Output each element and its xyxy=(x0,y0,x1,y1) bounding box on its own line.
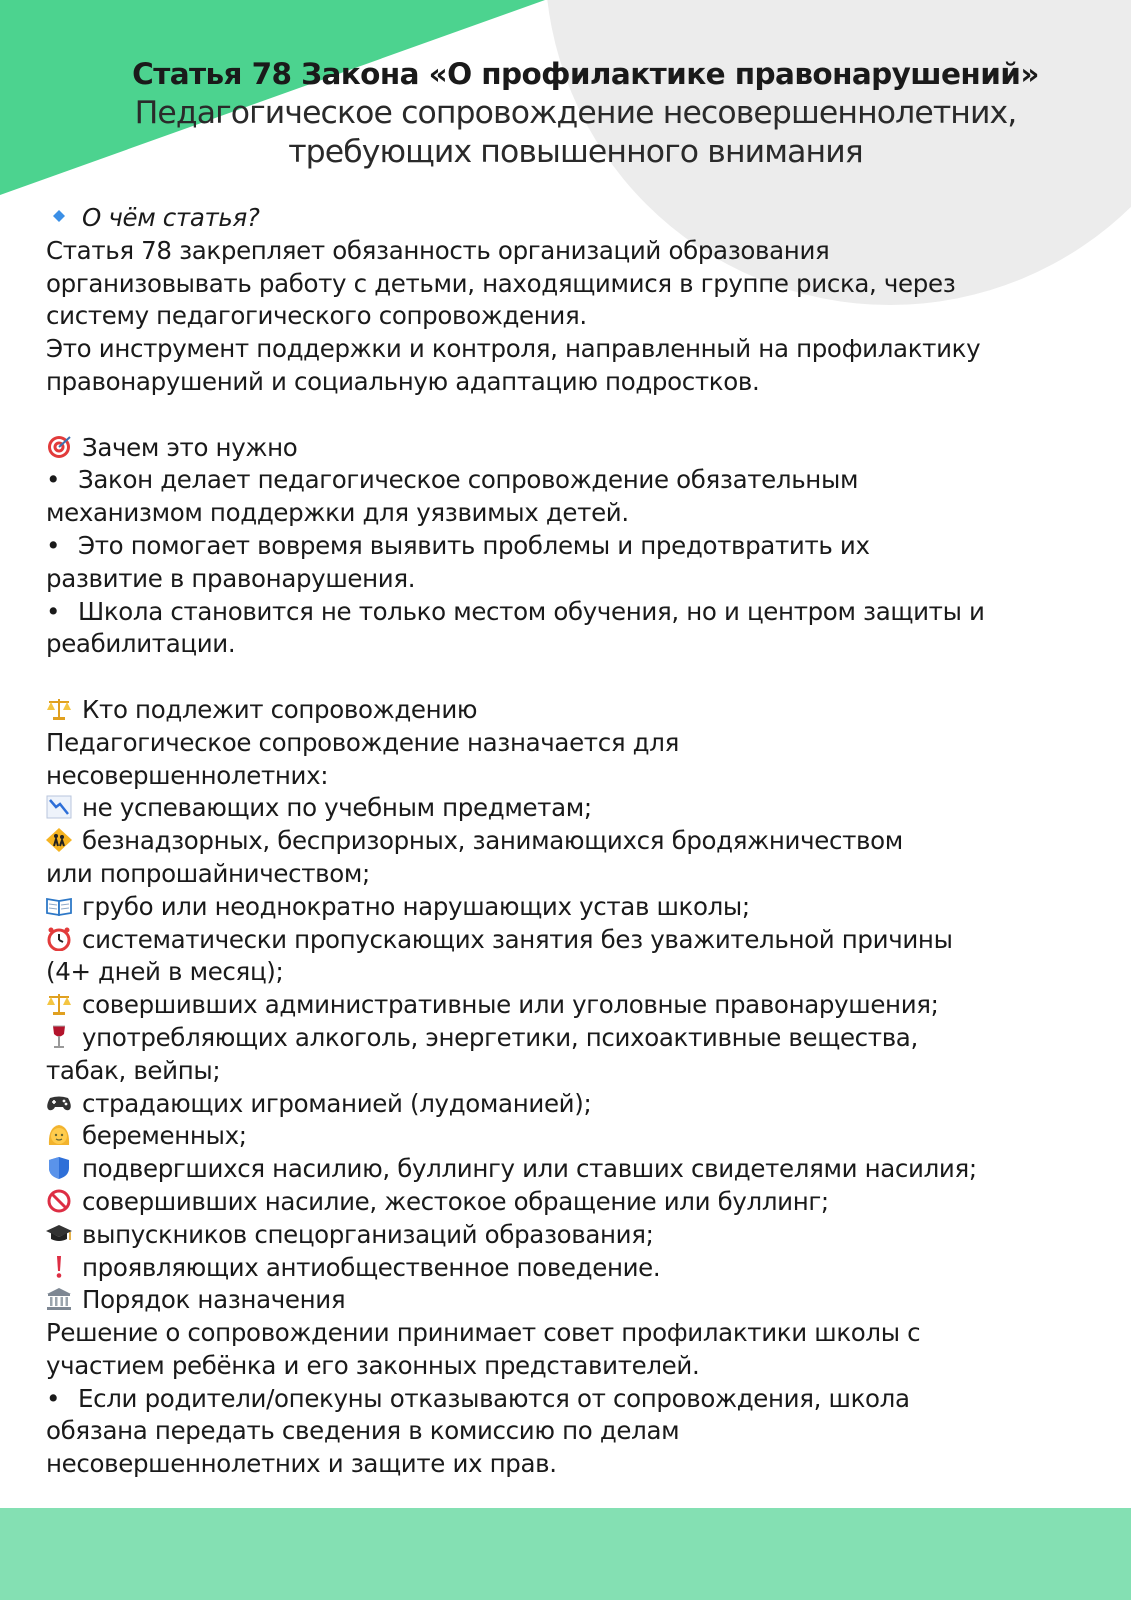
list-item xyxy=(46,792,1116,825)
bullet: • xyxy=(46,530,61,560)
bullet: • xyxy=(46,1383,61,1413)
page-title: Статья 78 Закона «О профилактике правонарушений» xyxy=(132,57,1039,91)
who-intro-line: несовершеннолетних: xyxy=(46,760,329,790)
footer-band xyxy=(0,1508,1131,1600)
bullet: • xyxy=(46,596,61,626)
list-item-text: систематически пропускающих занятия без уважительной причины xyxy=(82,924,953,954)
about-line: систему педагогического сопровождения. xyxy=(46,301,587,331)
scales-icon xyxy=(46,697,74,721)
woman-icon xyxy=(46,1123,74,1147)
about-line: Это инструмент поддержки и контроля, направленный на профилактику xyxy=(46,334,981,364)
procedure-text: Если родители/опекуны отказываются от сопровождения, школа xyxy=(78,1383,910,1413)
list-item xyxy=(46,1088,1116,1121)
shield-icon xyxy=(46,1156,74,1180)
list-item-text: страдающих игроманией (лудоманией); xyxy=(82,1088,592,1118)
about-heading-text: О чём статья? xyxy=(82,203,260,232)
list-item xyxy=(46,924,1116,957)
header xyxy=(0,54,1131,172)
spacer xyxy=(46,661,1116,694)
why-text: Закон делает педагогическое сопровождение обязательным xyxy=(78,465,859,495)
why-bullet-line xyxy=(46,530,1116,563)
wine-glass-icon xyxy=(46,1025,74,1049)
procedure-heading xyxy=(46,1284,1116,1317)
procedure-bullet-line xyxy=(46,1383,1116,1416)
list-item-continuation: или попрошайничеством; xyxy=(46,858,370,888)
why-line: механизмом поддержки для уязвимых детей. xyxy=(46,498,629,528)
procedure-line: Решение о сопровождении принимает совет профилактики школы с xyxy=(46,1318,921,1348)
graduation-cap-icon xyxy=(46,1222,74,1246)
why-bullet-line xyxy=(46,464,1116,497)
list-item-text: беременных; xyxy=(82,1121,247,1151)
procedure-line: обязана передать сведения в комиссию по делам xyxy=(46,1416,680,1446)
who-intro-line: Педагогическое сопровождение назначается для xyxy=(46,727,679,757)
why-text: Это помогает вовремя выявить проблемы и предотвратить их xyxy=(78,530,870,560)
list-item-text: употребляющих алкоголь, энергетики, психоактивные вещества, xyxy=(82,1022,918,1052)
exclamation-icon xyxy=(46,1255,74,1279)
about-line: Статья 78 закрепляет обязанность организаций образования xyxy=(46,235,830,265)
why-heading xyxy=(46,432,1116,465)
why-line: реабилитации. xyxy=(46,629,236,659)
list-item xyxy=(46,825,1116,858)
list-item-text: совершивших административные или уголовные правонарушения; xyxy=(82,990,939,1020)
who-heading xyxy=(46,694,1116,727)
spacer xyxy=(46,399,1116,432)
list-item xyxy=(46,1186,1116,1219)
who-heading-text: Кто подлежит сопровождению xyxy=(82,694,478,724)
list-item-text: грубо или неоднократно нарушающих устав школы; xyxy=(82,891,750,921)
chart-down-icon xyxy=(46,795,74,819)
open-book-icon xyxy=(46,894,74,918)
game-controller-icon xyxy=(46,1091,74,1115)
list-item-continuation: (4+ дней в месяц); xyxy=(46,957,284,987)
list-item-text: безнадзорных, беспризорных, занимающихся бродяжничеством xyxy=(82,826,903,856)
list-item-text: подвергшихся насилию, буллингу или ставших свидетелями насилия; xyxy=(82,1154,977,1184)
list-item-continuation: табак, вейпы; xyxy=(46,1055,221,1085)
procedure-line: участием ребёнка и его законных представителей. xyxy=(46,1350,700,1380)
blue-diamond-icon xyxy=(46,205,74,229)
children-crossing-icon xyxy=(46,828,74,852)
list-item-text: выпускников спецорганизаций образования; xyxy=(82,1219,654,1249)
procedure-line: несовершеннолетних и защите их прав. xyxy=(46,1449,557,1479)
about-line: правонарушений и социальную адаптацию подростков. xyxy=(46,366,760,396)
list-item xyxy=(46,1252,1116,1285)
page-subtitle-line-1: Педагогическое сопровождение несовершеннолетних, xyxy=(134,95,1017,131)
bullet: • xyxy=(46,465,61,495)
about-line: организовывать работу с детьми, находящимися в группе риска, через xyxy=(46,268,956,298)
list-item-text: проявляющих антиобщественное поведение. xyxy=(82,1252,661,1282)
procedure-heading-text: Порядок назначения xyxy=(82,1285,346,1315)
page-subtitle-line-2: требующих повышенного внимания xyxy=(288,134,863,170)
article-body xyxy=(46,202,1116,1481)
list-item xyxy=(46,1022,1116,1055)
target-icon xyxy=(46,435,74,459)
about-heading xyxy=(46,202,1116,235)
why-text: Школа становится не только местом обучения, но и центром защиты и xyxy=(78,596,985,626)
why-line: развитие в правонарушения. xyxy=(46,563,416,593)
list-item-text: совершивших насилие, жестокое обращение или буллинг; xyxy=(82,1186,829,1216)
list-item xyxy=(46,891,1116,924)
why-heading-text: Зачем это нужно xyxy=(82,432,298,462)
classical-building-icon xyxy=(46,1287,74,1311)
list-item xyxy=(46,1153,1116,1186)
scales-icon xyxy=(46,992,74,1016)
no-entry-icon xyxy=(46,1189,74,1213)
list-item-text: не успевающих по учебным предметам; xyxy=(82,793,592,823)
alarm-clock-icon xyxy=(46,927,74,951)
list-item xyxy=(46,1120,1116,1153)
why-bullet-line xyxy=(46,596,1116,629)
list-item xyxy=(46,1219,1116,1252)
list-item xyxy=(46,989,1116,1022)
